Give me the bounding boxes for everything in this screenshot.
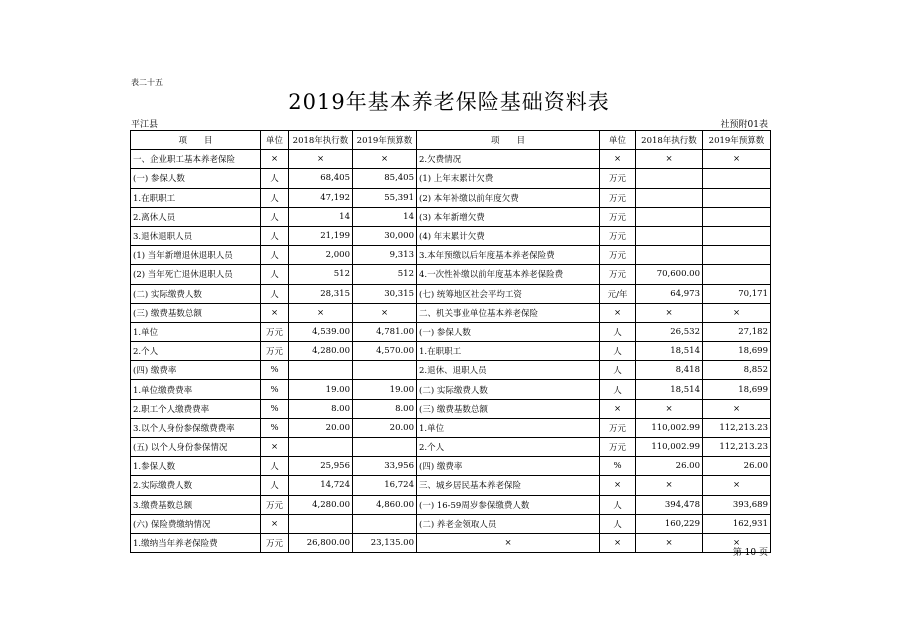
cell-value-2018-left: 19.00: [289, 380, 353, 399]
page-number: 第 10 页: [732, 548, 768, 558]
cell-value-2019-left: 512: [353, 265, 417, 284]
cell-unit-left: 万元: [261, 533, 289, 552]
cell-item-left: (一) 参保人数: [131, 169, 261, 188]
cell-item-right: 1.在职职工: [417, 342, 600, 361]
table-row: [131, 495, 771, 514]
cell-value-2019-left: 4,860.00: [353, 495, 417, 514]
cell-value-2018-right: [636, 188, 703, 207]
cell-item-right: (四) 缴费率: [417, 457, 600, 476]
col-header-2018: 2018年执行数: [636, 131, 703, 150]
cell-item-right: (三) 缴费基数总额: [417, 399, 600, 418]
cell-value-2019-left: [353, 514, 417, 533]
cell-value-2019-left: 4,570.00: [353, 342, 417, 361]
cell-value-2018-left: ×: [289, 150, 353, 169]
cell-unit-right: ×: [600, 150, 636, 169]
cell-item-right: 4.一次性补缴以前年度基本养老保险费: [417, 265, 600, 284]
cell-unit-right: 万元: [600, 246, 636, 265]
cell-item-left: (二) 实际缴费人数: [131, 284, 261, 303]
cell-unit-left: 人: [261, 188, 289, 207]
cell-value-2019-left: 55,391: [353, 188, 417, 207]
cell-value-2018-left: 14,724: [289, 476, 353, 495]
cell-value-2018-right: 26,532: [636, 322, 703, 341]
cell-value-2019-right: [703, 169, 771, 188]
table-row: [131, 418, 771, 437]
cell-value-2018-left: 8.00: [289, 399, 353, 418]
cell-unit-left: %: [261, 361, 289, 380]
cell-unit-left: 人: [261, 265, 289, 284]
table-row: [131, 342, 771, 361]
cell-value-2018-left: 512: [289, 265, 353, 284]
table-row: [131, 303, 771, 322]
cell-value-2018-left: 26,800.00: [289, 533, 353, 552]
table-row: [131, 361, 771, 380]
cell-item-left: 2.职工个人缴费费率: [131, 399, 261, 418]
cell-value-2019-right: 18,699: [703, 342, 771, 361]
cell-value-2019-left: ×: [353, 150, 417, 169]
cell-value-2018-right: [636, 246, 703, 265]
cell-unit-right: ×: [600, 303, 636, 322]
cell-value-2019-left: 20.00: [353, 418, 417, 437]
cell-value-2019-left: 16,724: [353, 476, 417, 495]
cell-unit-left: 人: [261, 476, 289, 495]
cell-value-2019-right: 8,852: [703, 361, 771, 380]
cell-value-2018-right: 26.00: [636, 457, 703, 476]
cell-unit-right: 人: [600, 514, 636, 533]
cell-value-2019-right: [703, 226, 771, 245]
table-row: [131, 457, 771, 476]
table-body: [131, 150, 771, 553]
cell-item-left: (五) 以个人身份参保情况: [131, 438, 261, 457]
cell-unit-right: 元/年: [600, 284, 636, 303]
cell-unit-left: ×: [261, 514, 289, 533]
cell-item-left: 1.单位缴费费率: [131, 380, 261, 399]
cell-value-2018-right: 18,514: [636, 380, 703, 399]
cell-item-left: (三) 缴费基数总额: [131, 303, 261, 322]
cell-value-2019-right: ×: [703, 533, 771, 552]
cell-value-2018-right: 160,229: [636, 514, 703, 533]
cell-value-2019-right: 18,699: [703, 380, 771, 399]
cell-value-2018-left: 20.00: [289, 418, 353, 437]
cell-value-2019-right: 112,213.23: [703, 438, 771, 457]
cell-item-right: (二) 实际缴费人数: [417, 380, 600, 399]
cell-value-2019-left: 4,781.00: [353, 322, 417, 341]
cell-unit-left: 万元: [261, 495, 289, 514]
data-table: [130, 130, 771, 553]
cell-value-2019-left: 14: [353, 207, 417, 226]
cell-value-2018-left: [289, 514, 353, 533]
table-row: [131, 514, 771, 533]
cell-unit-left: 人: [261, 169, 289, 188]
cell-value-2018-right: [636, 226, 703, 245]
header-row: [131, 131, 771, 150]
cell-item-left: 1.在职职工: [131, 188, 261, 207]
cell-value-2019-left: ×: [353, 303, 417, 322]
col-header-2019: 2019年预算数: [703, 131, 771, 150]
cell-unit-right: 万元: [600, 265, 636, 284]
table-row: [131, 207, 771, 226]
cell-item-left: 3.以个人身份参保缴费费率: [131, 418, 261, 437]
page-title: 2019年基本养老保险基础资料表: [288, 90, 610, 114]
cell-value-2019-left: [353, 438, 417, 457]
cell-unit-right: ×: [600, 533, 636, 552]
cell-item-right: (2) 本年补缴以前年度欠费: [417, 188, 600, 207]
cell-value-2018-left: 4,280.00: [289, 495, 353, 514]
cell-value-2018-right: ×: [636, 150, 703, 169]
cell-unit-left: ×: [261, 438, 289, 457]
cell-value-2018-left: 4,280.00: [289, 342, 353, 361]
cell-value-2018-right: ×: [636, 303, 703, 322]
cell-value-2018-left: 28,315: [289, 284, 353, 303]
cell-item-right: 二、机关事业单位基本养老保险: [417, 303, 600, 322]
cell-item-right: (一) 参保人数: [417, 322, 600, 341]
table-row: [131, 265, 771, 284]
table-row: [131, 169, 771, 188]
cell-unit-right: 人: [600, 495, 636, 514]
cell-value-2018-right: 8,418: [636, 361, 703, 380]
table-row: [131, 476, 771, 495]
cell-value-2019-right: [703, 246, 771, 265]
cell-item-left: 2.离休人员: [131, 207, 261, 226]
cell-unit-left: ×: [261, 303, 289, 322]
cell-item-right: (4) 年末累计欠费: [417, 226, 600, 245]
cell-value-2018-left: 25,956: [289, 457, 353, 476]
cell-item-right: (七) 统筹地区社会平均工资: [417, 284, 600, 303]
cell-unit-left: 人: [261, 207, 289, 226]
cell-unit-right: 人: [600, 322, 636, 341]
cell-value-2018-left: 14: [289, 207, 353, 226]
cell-value-2018-right: [636, 169, 703, 188]
cell-value-2018-right: 70,600.00: [636, 265, 703, 284]
col-header-item: 项 目: [417, 131, 600, 150]
cell-value-2018-left: 2,000: [289, 246, 353, 265]
cell-unit-left: %: [261, 380, 289, 399]
cell-value-2019-right: 112,213.23: [703, 418, 771, 437]
cell-unit-left: ×: [261, 150, 289, 169]
form-number: 社预附01表: [720, 120, 768, 130]
col-header-unit: 单位: [600, 131, 636, 150]
cell-value-2019-left: 8.00: [353, 399, 417, 418]
cell-unit-right: 人: [600, 342, 636, 361]
cell-value-2019-right: ×: [703, 150, 771, 169]
cell-value-2018-right: ×: [636, 533, 703, 552]
table-code: 表二十五: [131, 78, 163, 87]
cell-item-left: (六) 保险费缴纳情况: [131, 514, 261, 533]
cell-value-2019-right: 70,171: [703, 284, 771, 303]
cell-value-2018-right: 18,514: [636, 342, 703, 361]
cell-value-2018-left: [289, 361, 353, 380]
table-row: [131, 188, 771, 207]
cell-item-left: 2.实际缴费人数: [131, 476, 261, 495]
col-header-item: 项 目: [131, 131, 261, 150]
cell-unit-right: 万元: [600, 207, 636, 226]
cell-item-right: 1.单位: [417, 418, 600, 437]
table-row: [131, 246, 771, 265]
cell-unit-left: %: [261, 399, 289, 418]
cell-item-left: 1.单位: [131, 322, 261, 341]
cell-item-left: (1) 当年新增退休退职人员: [131, 246, 261, 265]
cell-item-right: (一) 16-59周岁参保缴费人数: [417, 495, 600, 514]
cell-value-2019-right: ×: [703, 303, 771, 322]
cell-item-left: 1.缴纳当年养老保险费: [131, 533, 261, 552]
cell-unit-right: 万元: [600, 438, 636, 457]
cell-value-2018-right: 110,002.99: [636, 438, 703, 457]
cell-value-2019-left: 23,135.00: [353, 533, 417, 552]
cell-item-right: (二) 养老金领取人员: [417, 514, 600, 533]
cell-value-2018-right: ×: [636, 476, 703, 495]
cell-unit-left: 人: [261, 284, 289, 303]
cell-value-2019-left: 9,313: [353, 246, 417, 265]
cell-unit-right: 万元: [600, 418, 636, 437]
cell-value-2019-right: 162,931: [703, 514, 771, 533]
cell-value-2019-right: 393,689: [703, 495, 771, 514]
cell-unit-left: 人: [261, 226, 289, 245]
cell-item-right: 三、城乡居民基本养老保险: [417, 476, 600, 495]
col-header-2019: 2019年预算数: [353, 131, 417, 150]
cell-item-right: (1) 上年末累计欠费: [417, 169, 600, 188]
cell-item-left: (四) 缴费率: [131, 361, 261, 380]
cell-unit-left: 万元: [261, 322, 289, 341]
cell-unit-left: %: [261, 418, 289, 437]
cell-value-2019-right: 26.00: [703, 457, 771, 476]
cell-value-2018-right: 394,478: [636, 495, 703, 514]
cell-value-2018-left: 47,192: [289, 188, 353, 207]
cell-value-2019-right: 27,182: [703, 322, 771, 341]
cell-value-2019-left: 85,405: [353, 169, 417, 188]
cell-unit-left: 人: [261, 246, 289, 265]
cell-unit-right: ×: [600, 476, 636, 495]
table-row: [131, 150, 771, 169]
cell-value-2019-right: ×: [703, 399, 771, 418]
county-label: 平江县: [131, 120, 159, 130]
cell-value-2018-left: ×: [289, 303, 353, 322]
cell-unit-right: 人: [600, 380, 636, 399]
cell-value-2018-right: [636, 207, 703, 226]
cell-item-left: 3.退休退职人员: [131, 226, 261, 245]
cell-value-2019-left: 33,956: [353, 457, 417, 476]
cell-value-2019-left: 30,315: [353, 284, 417, 303]
cell-item-left: 2.个人: [131, 342, 261, 361]
cell-item-left: 1.参保人数: [131, 457, 261, 476]
cell-value-2018-left: [289, 438, 353, 457]
cell-value-2018-right: 110,002.99: [636, 418, 703, 437]
col-header-unit: 单位: [261, 131, 289, 150]
cell-value-2019-right: ×: [703, 476, 771, 495]
table-row: [131, 533, 771, 552]
cell-value-2018-left: 21,199: [289, 226, 353, 245]
cell-item-right: 2.退休、退职人员: [417, 361, 600, 380]
cell-unit-left: 人: [261, 457, 289, 476]
cell-item-right: (3) 本年新增欠费: [417, 207, 600, 226]
cell-unit-left: 万元: [261, 342, 289, 361]
cell-unit-right: 人: [600, 361, 636, 380]
cell-item-right: 3.本年预缴以后年度基本养老保险费: [417, 246, 600, 265]
cell-unit-right: ×: [600, 399, 636, 418]
col-header-2018: 2018年执行数: [289, 131, 353, 150]
table-row: [131, 380, 771, 399]
cell-value-2019-right: [703, 265, 771, 284]
cell-item-left: 3.缴费基数总额: [131, 495, 261, 514]
cell-item-right: 2.欠费情况: [417, 150, 600, 169]
cell-value-2018-left: 4,539.00: [289, 322, 353, 341]
cell-value-2018-right: 64,973: [636, 284, 703, 303]
table-row: [131, 226, 771, 245]
cell-unit-right: 万元: [600, 188, 636, 207]
cell-item-left: (2) 当年死亡退休退职人员: [131, 265, 261, 284]
cell-value-2019-left: 19.00: [353, 380, 417, 399]
cell-value-2019-right: [703, 207, 771, 226]
table-row: [131, 322, 771, 341]
cell-value-2018-left: 68,405: [289, 169, 353, 188]
cell-item-left: 一、企业职工基本养老保险: [131, 150, 261, 169]
cell-item-right: ×: [417, 533, 600, 552]
table-row: [131, 438, 771, 457]
cell-unit-right: %: [600, 457, 636, 476]
cell-value-2018-right: ×: [636, 399, 703, 418]
cell-unit-right: 万元: [600, 226, 636, 245]
cell-item-right: 2.个人: [417, 438, 600, 457]
cell-value-2019-left: [353, 361, 417, 380]
cell-value-2019-right: [703, 188, 771, 207]
table-row: [131, 399, 771, 418]
table-row: [131, 284, 771, 303]
cell-unit-right: 万元: [600, 169, 636, 188]
cell-value-2019-left: 30,000: [353, 226, 417, 245]
